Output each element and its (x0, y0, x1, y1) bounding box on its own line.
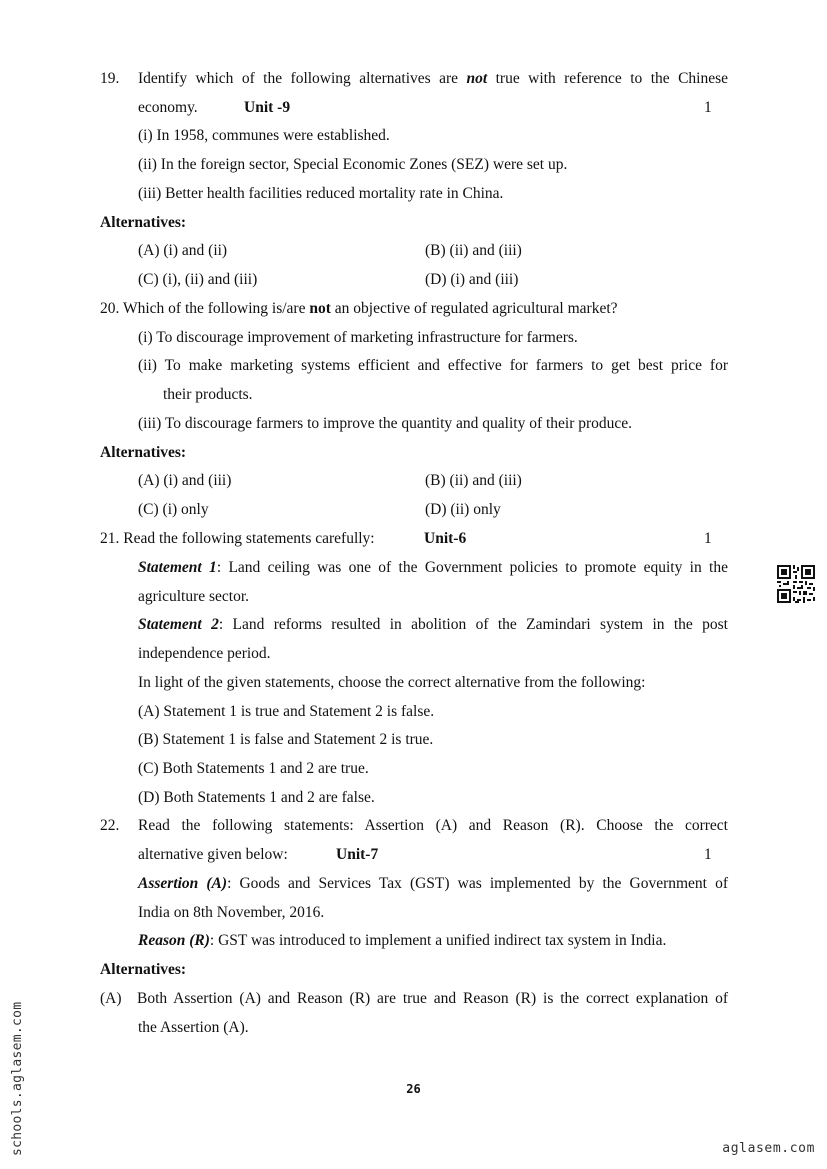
q21-question: 21. Read the following statements carefully: (100, 530, 375, 547)
q19-number: 19. (100, 70, 120, 87)
q21-option-b: (B) Statement 1 is false and Statement 2 is true. (138, 731, 434, 748)
q22-alternatives-label: Alternatives: (100, 961, 187, 978)
q19-option-c: (C) (i), (ii) and (iii) (138, 271, 258, 288)
q21-unit: Unit-6 (424, 530, 467, 547)
q22-option-a-line1: Both Assertion (A) and Reason (R) are true and Reason (R) is the correct explanation of (137, 990, 728, 1007)
q21-statement-1-line2: agriculture sector. (138, 588, 250, 605)
q21-marks: 1 (704, 530, 712, 547)
q22-line2: alternative given below: (138, 846, 288, 863)
q21-option-a: (A) Statement 1 is true and Statement 2 is false. (138, 703, 435, 720)
q20-option-d: (D) (ii) only (425, 501, 501, 518)
q19-alternatives-label: Alternatives: (100, 214, 187, 231)
q22-option-a-tag: (A) (100, 990, 122, 1007)
q22-assertion-line1: Assertion (A): Goods and Services Tax (GST) was implemented by the Government of (138, 875, 728, 892)
q19-option-d: (D) (i) and (iii) (425, 271, 519, 288)
q20-statement-2-line2: their products. (163, 386, 253, 403)
q22-line1: Read the following statements: Assertion (A) and Reason (R). Choose the correct (138, 817, 728, 834)
q20-statement-2-line1: (ii) To make marketing systems efficient and effective for farmers to get best price for (138, 357, 728, 374)
q19-unit: Unit -9 (244, 99, 291, 116)
q20-option-a: (A) (i) and (iii) (138, 472, 232, 489)
q22-unit: Unit-7 (336, 846, 379, 863)
q19-statement-3: (iii) Better health facilities reduced mortality rate in China. (138, 185, 504, 202)
q21-option-c: (C) Both Statements 1 and 2 are true. (138, 760, 369, 777)
q19-marks: 1 (704, 99, 712, 116)
side-watermark: schools.aglasem.com (10, 1001, 25, 1156)
q20-question: 20. Which of the following is/are not an objective of regulated agricultural market? (100, 300, 618, 317)
q19-line2: economy. (138, 99, 198, 116)
q22-assertion-line2: India on 8th November, 2016. (138, 904, 325, 921)
q19-line1: Identify which of the following alternatives are not true with reference to the Chinese (138, 70, 729, 87)
q20-option-c: (C) (i) only (138, 501, 209, 518)
q19-statement-1: (i) In 1958, communes were established. (138, 127, 390, 144)
q21-statement-2-line1: Statement 2: Land reforms resulted in abolition of the Zamindari system in the post (138, 616, 728, 633)
q21-statement-1-line1: Statement 1: Land ceiling was one of the Government policies to promote equity in the (138, 559, 728, 576)
q20-option-b: (B) (ii) and (iii) (425, 472, 522, 489)
q22-number: 22. (100, 817, 120, 834)
q19-option-b: (B) (ii) and (iii) (425, 242, 522, 259)
q22-marks: 1 (704, 846, 712, 863)
q22-reason: Reason (R): GST was introduced to implement a unified indirect tax system in India. (138, 932, 667, 949)
q21-option-d: (D) Both Statements 1 and 2 are false. (138, 789, 375, 806)
q19-statement-2: (ii) In the foreign sector, Special Economic Zones (SEZ) were set up. (138, 156, 568, 173)
qr-code-icon (777, 565, 815, 603)
q19-option-a: (A) (i) and (ii) (138, 242, 228, 259)
page-number: 26 (406, 1082, 421, 1096)
footer-watermark: aglasem.com (722, 1141, 815, 1156)
q22-option-a-line2: the Assertion (A). (138, 1019, 249, 1036)
q20-statement-3: (iii) To discourage farmers to improve the quantity and quality of their produce. (138, 415, 633, 432)
q20-alternatives-label: Alternatives: (100, 444, 187, 461)
q21-statement-2-line2: independence period. (138, 645, 271, 662)
q21-instruction: In light of the given statements, choose the correct alternative from the following: (138, 674, 646, 691)
q20-statement-1: (i) To discourage improvement of marketing infrastructure for farmers. (138, 329, 578, 346)
